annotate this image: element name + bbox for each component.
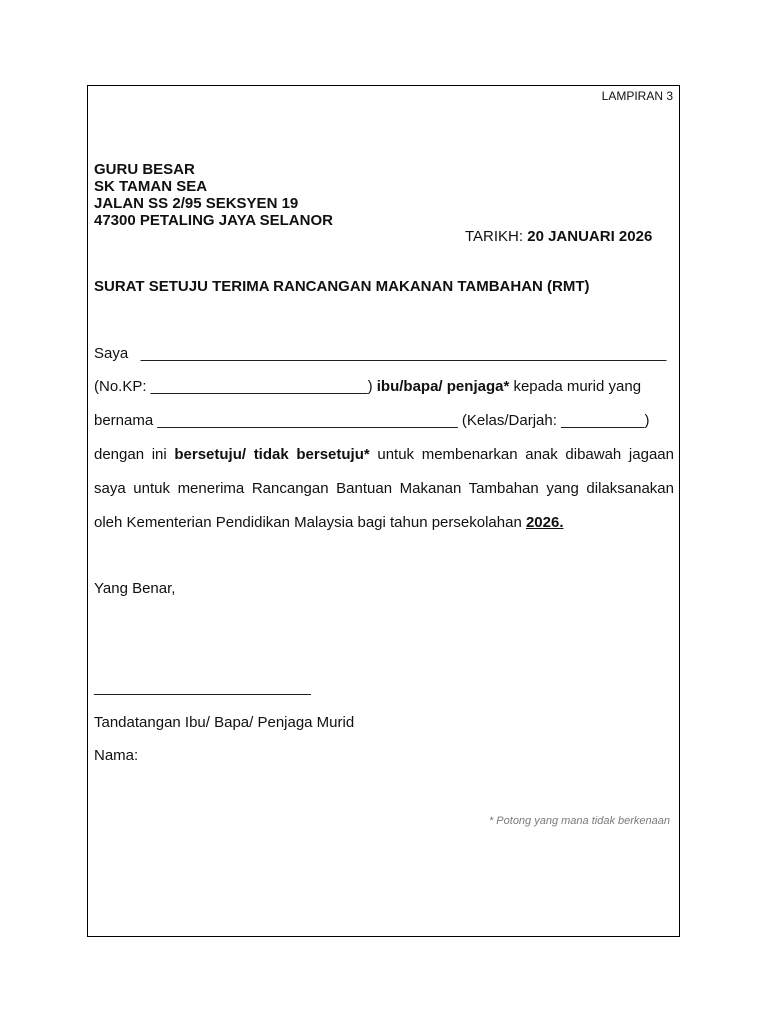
signature-line[interactable]: __________________________ xyxy=(94,679,311,696)
relation-choice: ibu/bapa/ penjaga* xyxy=(376,378,510,395)
saya-label: Saya xyxy=(94,345,129,362)
recipient-address xyxy=(94,161,333,229)
nokp-blank[interactable]: __________________________ xyxy=(150,378,368,395)
letter-title: SURAT SETUJU TERIMA RANCANGAN MAKANAN TAMBAHAN (RMT) xyxy=(94,278,590,295)
address-line-1: GURU BESAR xyxy=(94,161,195,178)
footnote: * Potong yang mana tidak berkenaan xyxy=(488,815,670,827)
ministry-text: oleh Kementerian Pendidikan Malaysia bagi tahun persekolahan xyxy=(94,514,526,531)
saya-line xyxy=(94,345,674,362)
lampiran-label: LAMPIRAN 3 xyxy=(601,89,673,103)
date-label: TARIKH: xyxy=(465,228,528,245)
bernama-label: bernama xyxy=(94,412,158,429)
consent-post: untuk membenarkan anak dibawah jagaan xyxy=(369,446,674,463)
bernama-line xyxy=(94,412,674,429)
document-border xyxy=(87,85,680,937)
address-line-2: SK TAMAN SEA xyxy=(94,178,208,195)
address-line-3: JALAN SS 2/95 SEKSYEN 19 xyxy=(94,195,299,212)
consent-line xyxy=(94,446,674,463)
relation-after: kepada murid yang xyxy=(509,378,642,395)
school-year: 2026. xyxy=(525,514,564,531)
kelas-close: ) xyxy=(644,412,650,429)
ministry-line xyxy=(94,514,674,531)
date-value: 20 JANUARI 2026 xyxy=(527,228,653,245)
signature-label: Tandatangan Ibu/ Bapa/ Penjaga Murid xyxy=(94,714,355,731)
letter-date xyxy=(465,228,652,245)
kelas-label: (Kelas/Darjah: xyxy=(457,412,562,429)
student-name-blank[interactable]: ____________________________________ xyxy=(157,412,458,429)
kelas-blank[interactable]: __________ xyxy=(561,412,645,429)
address-line-4: 47300 PETALING JAYA SELANOR xyxy=(94,212,333,229)
nokp-label: (No.KP: xyxy=(94,378,151,395)
consent-pre: dengan ini xyxy=(94,446,175,463)
nokp-line xyxy=(94,378,674,395)
consent-choice: bersetuju/ tidak bersetuju* xyxy=(174,446,370,463)
nokp-close: ) xyxy=(367,378,377,395)
nama-label: Nama: xyxy=(94,747,139,764)
name-blank[interactable]: _______________________________________________________________ xyxy=(140,345,667,362)
closing-text: Yang Benar, xyxy=(94,580,176,597)
program-line: saya untuk menerima Rancangan Bantuan Makanan Tambahan yang dilaksanakan xyxy=(94,480,674,497)
